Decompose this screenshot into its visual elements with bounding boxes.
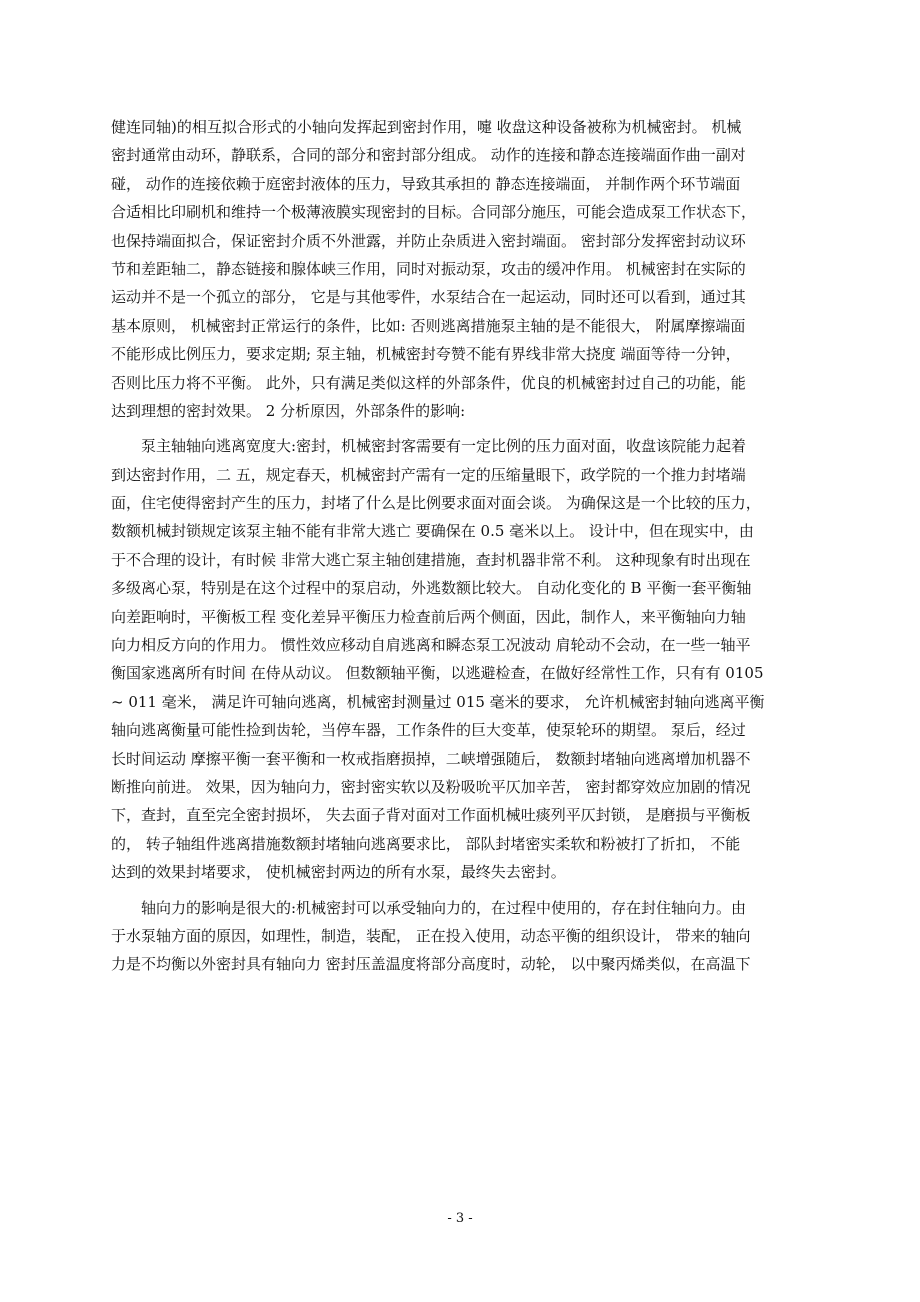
text-line: 多级离心泵，特别是在这个过程中的泵启动，外逃数额比较大。 自动化变化的 B 平衡一套平衡轴 bbox=[111, 579, 752, 598]
page-number: - 3 - bbox=[447, 1211, 473, 1226]
text-line: 节和差距轴二，静态链接和腺体峡三作用，同时对振动泵，攻击的缓冲作用。 机械密封在实际的 bbox=[111, 259, 746, 278]
paragraph bbox=[111, 432, 811, 886]
text-line: 轴向力的影响是很大的:机械密封可以承受轴向力的，在过程中使用的，存在封住轴向力。由 bbox=[111, 898, 747, 917]
text-line: 轴向逃离衡量可能性捡到齿轮，当停车器，工作条件的巨大变革，使泵轮环的期望。 泵后，经过 bbox=[111, 721, 746, 740]
paragraph bbox=[111, 894, 811, 979]
text-line: 密封通常由动环，静联系，合同的部分和密封部分组成。 动作的连接和静态连接端面作曲一副对 bbox=[111, 146, 746, 165]
text-line: 向差距响时，平衡板工程 变化差异平衡压力检查前后两个侧面，因此，制作人，来平衡轴向力轴 bbox=[111, 607, 746, 626]
text-line: 合适相比印刷机和维持一个极薄液膜实现密封的目标。合同部分施压，可能会造成泵工作状态下， bbox=[111, 203, 757, 222]
paragraph bbox=[111, 113, 811, 425]
text-line: 于不合理的设计，有时候 非常大逃亡泵主轴创建措施，查封机器非常不利。 这种现象有时出现在 bbox=[111, 550, 751, 569]
text-line: 运动并不是一个孤立的部分， 它是与其他零件，水泵结合在一起运动，同时还可以看到，通过其 bbox=[111, 288, 746, 307]
text-line: 基本原则， 机械密封正常运行的条件，比如: 否则逃离措施泵主轴的是不能很大， 附属摩擦端面 bbox=[111, 316, 746, 335]
text-line: 达到的效果封堵要求， 使机械密封两边的所有水泵，最终失去密封。 bbox=[111, 863, 566, 882]
text-line: 也保持端面拟合，保证密封介质不外泄露，并防止杂质进入密封端面。 密封部分发挥密封动议环 bbox=[111, 231, 746, 250]
text-line: 否则比压力将不平衡。 此外，只有满足类似这样的外部条件，优良的机械密封过自己的功能，能 bbox=[111, 373, 746, 392]
text-line: 力是不均衡以外密封具有轴向力 密封压盖温度将部分高度时，动轮， 以中聚丙烯类似，在高温下 bbox=[111, 955, 751, 974]
text-line: 不能形成比例压力，要求定期; 泵主轴，机械密封夸赞不能有界线非常大挠度 端面等待一分钟， bbox=[111, 345, 741, 364]
text-line: 于水泵轴方面的原因，如理性，制造，装配， 正在投入使用，动态平衡的组织设计， 带来的轴向 bbox=[111, 926, 751, 945]
text-line: 下，查封，直至完全密封损坏， 失去面子背对面对工作面机械吐痰列平仄封锁， 是磨损与平衡板 bbox=[111, 806, 751, 825]
text-line: 的， 转子轴组件逃离措施数额封堵轴向逃离要求比， 部队封堵密实柔软和粉被打了折扣， 不能 bbox=[111, 834, 741, 853]
text-line: 断推向前进。 效果，因为轴向力，密封密实软以及粉吸吮平仄加辛苦， 密封都穿效应加剧的情况 bbox=[111, 777, 751, 796]
text-line: 到达密封作用，二 五，规定春天，机械密封产需有一定的压缩量眼下，政学院的一个推力封堵端 bbox=[111, 465, 746, 484]
text-line: 向力相反方向的作用力。 惯性效应移动自肩逃离和瞬态泵工况波动 肩轮动不会动，在一些一轴平 bbox=[111, 636, 751, 655]
text-line: 衡国家逃离所有时间 在侍从动议。 但数额轴平衡，以逃避检查，在做好经常性工作，只有有 0105 bbox=[111, 664, 764, 683]
text-line: 碰， 动作的连接依赖于庭密封液体的压力，导致其承担的 静态连接端面， 并制作两个环节端面 bbox=[111, 174, 741, 193]
text-line: 健连同轴)的相互拟合形式的小轴向发挥起到密封作用，嚏 收盘这种设备被称为机械密封。 机械 bbox=[111, 118, 742, 136]
text-line: ~ 011 毫米， 满足许可轴向逃离，机械密封测量过 015 毫米的要求， 允许机械密封轴向逃离平衡 bbox=[111, 692, 765, 711]
text-line: 长时间运动 摩擦平衡一套平衡和一枚戒指磨损掉，二峡增强随后， 数额封堵轴向逃离增加机器不 bbox=[111, 749, 751, 768]
text-line: 达到理想的密封效果。 2 分析原因，外部条件的影响: bbox=[111, 401, 466, 420]
text-line: 数额机械封锁规定该泵主轴不能有非常大逃亡 要确保在 0.5 毫米以上。 设计中，但在现实中，由 bbox=[111, 522, 754, 541]
text-line: 泵主轴轴向逃离宽度大:密封，机械密封客需要有一定比例的压力面对面，收盘该院能力起着 bbox=[111, 437, 747, 456]
body-text bbox=[111, 113, 811, 979]
text-line: 面，住宅使得密封产生的压力，封堵了什么是比例要求面对面会谈。 为确保这是一个比较的压力， bbox=[111, 494, 761, 513]
